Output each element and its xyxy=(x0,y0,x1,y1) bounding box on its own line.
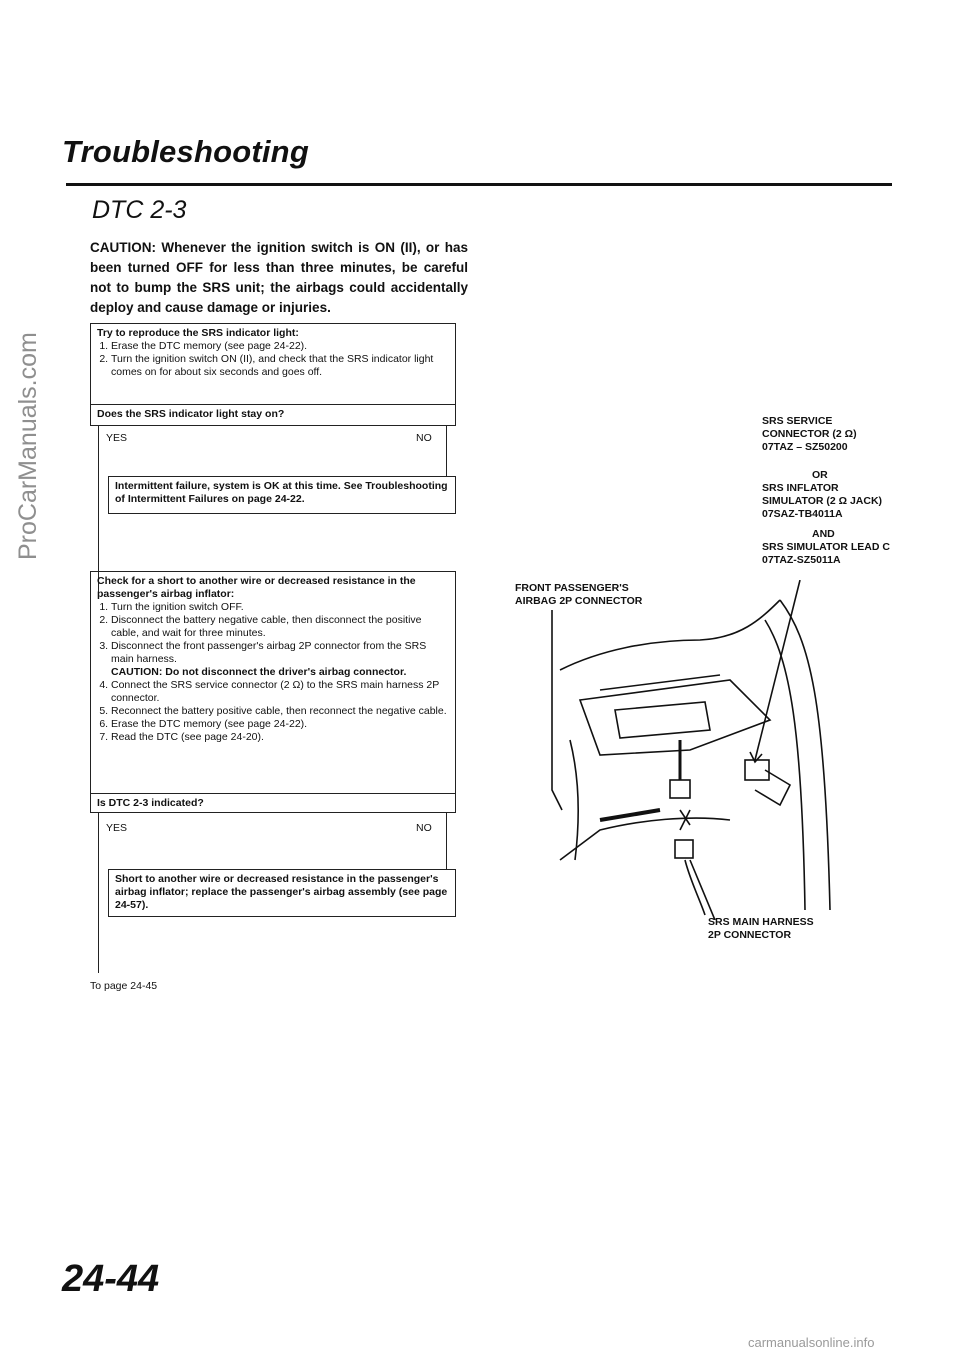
no-label-2: NO xyxy=(416,822,432,834)
step2-heading: Check for a short to another wire or decreased resistance in the passenger's airbag inflator: xyxy=(97,575,416,600)
dtc-heading: DTC 2-3 xyxy=(92,196,187,224)
step1-box xyxy=(90,323,456,405)
floor-edge xyxy=(560,818,730,860)
question2-text: Is DTC 2-3 indicated? xyxy=(97,797,204,809)
tool1-label xyxy=(762,415,857,454)
connector-illustration xyxy=(540,580,840,920)
tool-leader-line xyxy=(755,580,800,760)
step2-box xyxy=(90,571,456,794)
site-watermark: carmanualsonline.info xyxy=(748,1335,875,1350)
module-panel xyxy=(615,702,710,738)
step2-item: 4. Connect the SRS service connector (2 Ω) to the SRS main harness 2P connector. xyxy=(111,679,449,705)
no-label: NO xyxy=(416,432,432,444)
main-harness-connector xyxy=(675,840,693,858)
and-label: AND xyxy=(812,528,835,540)
no-branch-line-2 xyxy=(446,813,447,869)
result1-text: Intermittent failure, system is OK at this time. See Troubleshooting of Intermittent Failures on page 24-22. xyxy=(115,480,448,505)
tool1-line: CONNECTOR (2 Ω) xyxy=(762,428,857,440)
front-connector xyxy=(670,780,690,798)
tool2-line: SIMULATOR (2 Ω JACK) xyxy=(762,495,883,507)
watermark-text: ProCarManuals.com xyxy=(14,332,42,560)
step2-item: Disconnect the front passenger's airbag 2P connector from the SRS main harness. xyxy=(111,640,427,665)
question1-box xyxy=(90,404,456,426)
step1-heading: Try to reproduce the SRS indicator light: xyxy=(97,327,299,339)
floor-shadow xyxy=(600,810,660,820)
front-line: AIRBAG 2P CONNECTOR xyxy=(515,595,643,607)
pillar-inner xyxy=(765,620,805,910)
step2-item: 1. Turn the ignition switch OFF. xyxy=(111,601,449,614)
question2-box xyxy=(90,793,456,813)
yes-label-2: YES xyxy=(106,822,128,834)
caution-paragraph: CAUTION: Whenever the ignition switch is ON (II), or has been turned OFF for less than three minutes, be careful not to bump the SRS unit; the airbags could accidentally deploy and cause damage or injuries. xyxy=(90,240,468,315)
page-number: 24-44 xyxy=(62,1258,160,1300)
no-branch-line xyxy=(446,426,447,476)
tool3-line: 07TAZ-SZ5011A xyxy=(762,554,841,566)
step1-item: 1. Erase the DTC memory (see page 24-22). xyxy=(111,340,449,353)
yes-branch-line-2 xyxy=(98,813,99,973)
step2-item: 2. Disconnect the battery negative cable, then disconnect the positive cable, and wait for three minutes. xyxy=(111,614,449,640)
tool3-label xyxy=(762,541,890,567)
title-rule xyxy=(66,183,892,186)
pillar-line xyxy=(780,600,830,910)
wire-left xyxy=(570,740,578,860)
page-title: Troubleshooting xyxy=(62,134,309,169)
airbag-module xyxy=(580,680,770,755)
yes-label: YES xyxy=(106,432,128,444)
dashboard-edge xyxy=(560,600,780,670)
tool2-line: SRS INFLATOR xyxy=(762,482,839,494)
tool2-label xyxy=(762,482,882,521)
to-page-text: To page 24-45 xyxy=(90,980,158,992)
front-line: FRONT PASSENGER'S xyxy=(515,582,629,594)
module-detail xyxy=(600,675,720,690)
step2-item: 7. Read the DTC (see page 24-20). xyxy=(111,731,449,744)
tool1-line: SRS SERVICE xyxy=(762,415,833,427)
front-leader-line xyxy=(552,610,562,810)
result2-text: Short to another wire or decreased resistance in the passenger's airbag inflator; replace the passenger's airbag assembly (see page 24-57). xyxy=(115,873,448,911)
main-line: 2P CONNECTOR xyxy=(708,929,792,941)
result1-box xyxy=(108,476,456,514)
main-leader-line xyxy=(690,860,715,920)
step2-item: 6. Erase the DTC memory (see page 24-22). xyxy=(111,718,449,731)
main-line: SRS MAIN HARNESS xyxy=(708,916,814,928)
or-label: OR xyxy=(812,469,828,481)
question1-text: Does the SRS indicator light stay on? xyxy=(97,408,285,420)
tool2-line: 07SAZ-TB4011A xyxy=(762,508,843,520)
service-connector-body xyxy=(755,770,790,805)
step1-item: 2. Turn the ignition switch ON (II), and check that the SRS indicator light comes on for about six seconds and goes off. xyxy=(111,353,449,379)
tool1-line: 07TAZ – SZ50200 xyxy=(762,441,848,453)
step2-item: 5. Reconnect the battery positive cable, then reconnect the negative cable. xyxy=(111,705,449,718)
connection-arrow xyxy=(680,810,690,830)
result2-box xyxy=(108,869,456,917)
step2-caution: CAUTION: Do not disconnect the driver's airbag connector. xyxy=(111,666,407,678)
tool3-line: SRS SIMULATOR LEAD C xyxy=(762,541,890,553)
